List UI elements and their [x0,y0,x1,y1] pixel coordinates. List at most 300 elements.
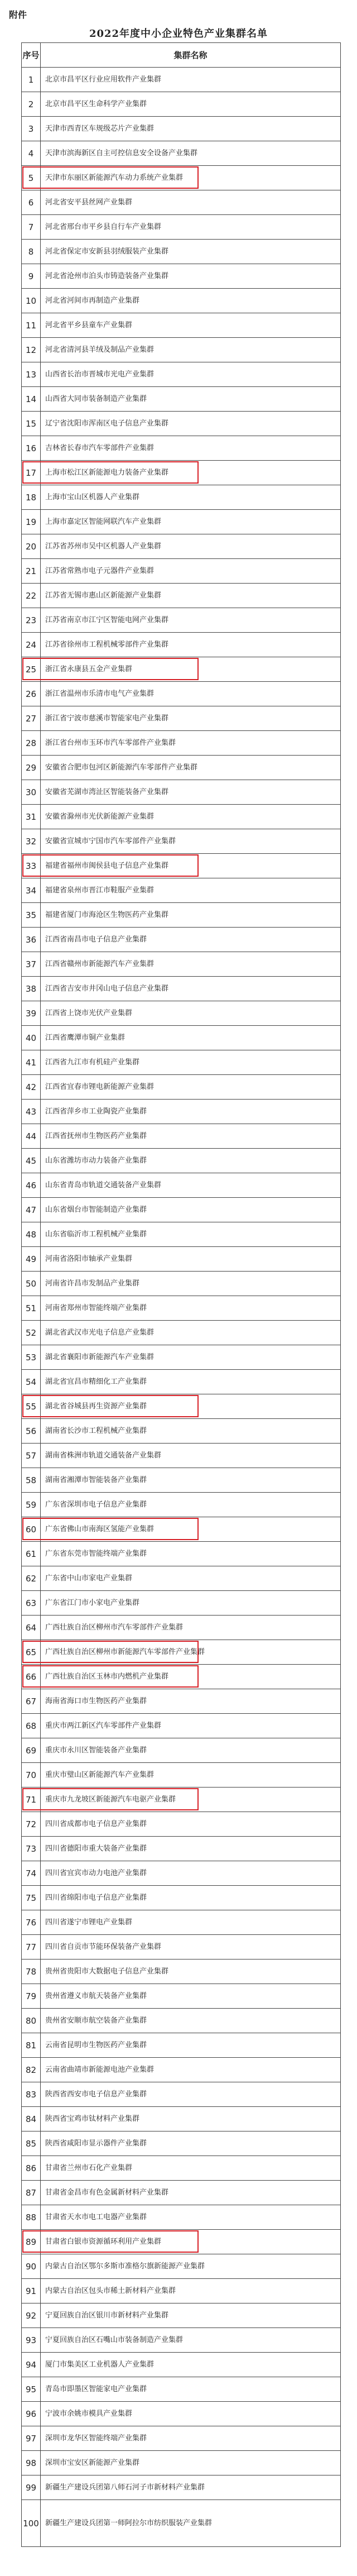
table-row [22,1247,341,1272]
table-row [22,1370,341,1394]
table-header-row [22,43,341,68]
table-row [22,2451,341,2475]
table-row [22,559,341,584]
row-cluster-name: 湖南省湘潭市智能装备产业集群 [41,1468,341,1492]
table-row [22,1026,341,1050]
table-row [22,534,341,559]
row-cluster-name: 吉林省长春市汽车零部件产业集群 [41,436,341,460]
row-number: 85 [22,2131,41,2156]
table-row [22,1345,341,1370]
row-number: 10 [22,289,41,313]
row-number: 44 [22,1124,41,1148]
table-row [22,2033,341,2058]
row-number: 45 [22,1149,41,1173]
row-number: 35 [22,903,41,927]
table-row [22,1616,341,1640]
row-cluster-name: 山西省长治市晋城市光电产业集群 [41,362,341,386]
row-number: 56 [22,1419,41,1443]
table-row [22,584,341,608]
row-cluster-name: 天津市滨海新区自主可控信息安全设备产业集群 [41,141,341,165]
row-number: 92 [22,2303,41,2328]
row-cluster-name: 陕西省西安市电子信息产业集群 [41,2082,341,2106]
row-cluster-name: 浙江省台州市玉环市汽车零部件产业集群 [41,731,341,755]
row-number: 40 [22,1026,41,1050]
table-row [22,92,341,117]
table-row [22,878,341,903]
table-row [22,1272,341,1296]
row-number: 93 [22,2328,41,2352]
row-number: 98 [22,2451,41,2475]
table-row [22,1935,341,1960]
row-number: 38 [22,977,41,1001]
row-cluster-name: 贵州省贵阳市大数据电子信息产业集群 [41,1960,341,1984]
table-row [22,2181,341,2205]
table-row [22,2475,341,2500]
row-number: 89 [22,2230,41,2254]
row-number: 55 [22,1394,41,1418]
table-row [22,1493,341,1517]
row-number: 61 [22,1542,41,1566]
row-cluster-name: 江苏省南京市江宁区智能电网产业集群 [41,608,341,632]
table-row [22,2402,341,2426]
row-number: 83 [22,2082,41,2106]
row-number: 49 [22,1247,41,1271]
row-cluster-name: 福建省厦门市海沧区生物医药产业集群 [41,903,341,927]
row-number: 67 [22,1689,41,1713]
row-cluster-name: 四川省遂宁市锂电产业集群 [41,1910,341,1934]
row-number: 86 [22,2156,41,2180]
row-number: 53 [22,1345,41,1369]
row-cluster-name: 江西省赣州市新能源汽车产业集群 [41,952,341,976]
row-cluster-name: 山东省潍坊市动力装备产业集群 [41,1149,341,1173]
table-row [22,1763,341,1788]
table-row [22,1984,341,2009]
row-cluster-name: 重庆市璧山区新能源汽车产业集群 [41,1763,341,1787]
table-row [22,461,341,485]
row-cluster-name: 江西省上饶市光伏产业集群 [41,1001,341,1025]
row-cluster-name: 辽宁省沈阳市浑南区电子信息产业集群 [41,412,341,436]
table-row [22,2058,341,2082]
table-row [22,313,341,338]
row-cluster-name: 宁夏回族自治区银川市新材料产业集群 [41,2303,341,2328]
row-number: 41 [22,1050,41,1074]
row-cluster-name: 上海市宝山区机器人产业集群 [41,485,341,509]
row-number: 88 [22,2205,41,2229]
row-cluster-name: 湖北省襄阳市新能源汽车产业集群 [41,1345,341,1369]
row-cluster-name: 北京市昌平区生命科学产业集群 [41,92,341,116]
row-number: 79 [22,1984,41,2008]
row-number: 96 [22,2402,41,2426]
row-number: 91 [22,2279,41,2303]
row-number: 51 [22,1296,41,1320]
table-row [22,436,341,461]
table-row [22,485,341,510]
row-number: 26 [22,682,41,706]
table-row [22,805,341,829]
row-number: 57 [22,1444,41,1468]
cluster-table [21,42,341,2547]
row-cluster-name: 新疆生产建设兵团第一师阿拉尔市纺织服装产业集群 [41,2500,341,2546]
row-cluster-name: 安徽省滁州市光伏新能源产业集群 [41,805,341,829]
table-row [22,1861,341,1886]
row-cluster-name: 浙江省永康县五金产业集群 [41,657,341,681]
row-cluster-name: 四川省宜宾市动力电池产业集群 [41,1861,341,1885]
row-cluster-name: 宁夏回族自治区石嘴山市装备制造产业集群 [41,2328,341,2352]
table-row [22,264,341,289]
row-cluster-name: 陕西省咸阳市显示器件产业集群 [41,2131,341,2156]
row-number: 69 [22,1738,41,1762]
row-cluster-name: 江西省鹰潭市铜产业集群 [41,1026,341,1050]
row-cluster-name: 四川省成都市电子信息产业集群 [41,1812,341,1836]
table-row [22,289,341,313]
row-cluster-name: 江西省吉安市井冈山电子信息产业集群 [41,977,341,1001]
table-row [22,1198,341,1222]
row-cluster-name: 江苏省苏州市吴中区机器人产业集群 [41,534,341,558]
row-cluster-name: 山东省临沂市工程机械产业集群 [41,1222,341,1246]
row-number: 22 [22,584,41,608]
row-number: 76 [22,1910,41,1934]
row-cluster-name: 江西省萍乡市工业陶瓷产业集群 [41,1100,341,1124]
table-row [22,1419,341,1444]
row-number: 42 [22,1075,41,1099]
table-row [22,2131,341,2156]
row-cluster-name: 厦门市集美区工业机器人产业集群 [41,2353,341,2377]
row-cluster-name: 青岛市即墨区智能家电产业集群 [41,2377,341,2401]
row-cluster-name: 浙江省温州市乐清市电气产业集群 [41,682,341,706]
table-row [22,2426,341,2451]
row-number: 20 [22,534,41,558]
table-row [22,657,341,682]
row-number: 17 [22,461,41,485]
row-cluster-name: 河南省郑州市智能终端产业集群 [41,1296,341,1320]
table-row [22,977,341,1001]
row-number: 82 [22,2058,41,2082]
row-cluster-name: 广东省东莞市智能终端产业集群 [41,1542,341,1566]
row-number: 75 [22,1886,41,1910]
row-cluster-name: 河南省洛阳市轴承产业集群 [41,1247,341,1271]
row-cluster-name: 四川省自贡市节能环保装备产业集群 [41,1935,341,1959]
row-number: 29 [22,756,41,780]
row-number: 7 [22,215,41,239]
table-row [22,1149,341,1173]
row-cluster-name: 江苏省无锡市惠山区新能源产业集群 [41,584,341,608]
row-cluster-name: 江西省南昌市电子信息产业集群 [41,928,341,952]
row-cluster-name: 河北省邢台市平乡县自行车产业集群 [41,215,341,239]
row-number: 52 [22,1321,41,1345]
row-number: 68 [22,1714,41,1738]
table-row [22,1050,341,1075]
table-row [22,1394,341,1419]
row-number: 33 [22,854,41,878]
row-number: 12 [22,338,41,362]
row-number: 1 [22,68,41,92]
row-cluster-name: 湖北省谷城县再生资源产业集群 [41,1394,341,1418]
table-row [22,1100,341,1124]
row-number: 65 [22,1640,41,1664]
table-row [22,706,341,731]
table-row [22,1296,341,1321]
row-cluster-name: 江西省九江市有机硅产业集群 [41,1050,341,1074]
table-row [22,633,341,657]
row-number: 24 [22,633,41,657]
table-row [22,362,341,387]
table-row [22,2353,341,2377]
page-title: 2022年度中小企业特色产业集群名单 [89,28,268,40]
row-cluster-name: 内蒙古自治区鄂尔多斯市准格尔旗新能源产业集群 [41,2254,341,2278]
row-number: 60 [22,1517,41,1541]
table-row [22,215,341,240]
row-number: 36 [22,928,41,952]
table-row [22,1321,341,1345]
row-cluster-name: 福建省泉州市晋江市鞋服产业集群 [41,878,341,902]
row-number: 72 [22,1812,41,1836]
table-row [22,1714,341,1738]
row-number: 90 [22,2254,41,2278]
row-number: 94 [22,2353,41,2377]
row-number: 8 [22,240,41,264]
row-cluster-name: 甘肃省天水市电工电器产业集群 [41,2205,341,2229]
row-number: 97 [22,2426,41,2450]
row-number: 13 [22,362,41,386]
row-number: 87 [22,2181,41,2205]
row-cluster-name: 江苏省徐州市工程机械零部件产业集群 [41,633,341,657]
row-cluster-name: 重庆市九龙坡区新能源汽车电驱产业集群 [41,1788,341,1812]
row-number: 16 [22,436,41,460]
row-cluster-name: 深圳市龙华区智能终端产业集群 [41,2426,341,2450]
row-cluster-name: 福建省福州市闽侯县电子信息产业集群 [41,854,341,878]
row-number: 77 [22,1935,41,1959]
row-cluster-name: 新疆生产建设兵团第八师石河子市新材料产业集群 [41,2475,341,2499]
table-row [22,1124,341,1149]
row-cluster-name: 广东省中山市家电产业集群 [41,1566,341,1590]
table-row [22,2303,341,2328]
row-number: 66 [22,1665,41,1689]
table-row [22,608,341,633]
table-row [22,1788,341,1812]
row-number: 78 [22,1960,41,1984]
table-row [22,240,341,264]
row-cluster-name: 安徽省合肥市包河区新能源汽车零部件产业集群 [41,756,341,780]
row-cluster-name: 河北省清河县羊绒及制品产业集群 [41,338,341,362]
row-cluster-name: 安徽省芜湖市湾沚区智能装备产业集群 [41,780,341,804]
row-number: 21 [22,559,41,583]
row-number: 74 [22,1861,41,1885]
table-row [22,1640,341,1665]
row-cluster-name: 浙江省宁波市慈溪市智能家电产业集群 [41,706,341,730]
table-row [22,1886,341,1910]
row-cluster-name: 河北省安平县丝网产业集群 [41,190,341,214]
row-number: 73 [22,1837,41,1861]
row-number: 30 [22,780,41,804]
header-number: 序号 [22,43,41,67]
row-cluster-name: 山东省烟台市智能制造产业集群 [41,1198,341,1222]
row-cluster-name: 河北省保定市安新县羽绒服装产业集群 [41,240,341,264]
table-row [22,68,341,92]
table-row [22,952,341,977]
row-cluster-name: 北京市昌平区行业应用软件产业集群 [41,68,341,92]
row-cluster-name: 安徽省宣城市宁国市汽车零部件产业集群 [41,829,341,853]
row-cluster-name: 甘肃省金昌市有色金属新材料产业集群 [41,2181,341,2205]
row-number: 50 [22,1272,41,1296]
row-number: 2 [22,92,41,116]
row-number: 62 [22,1566,41,1590]
table-row [22,141,341,166]
row-cluster-name: 甘肃省兰州市石化产业集群 [41,2156,341,2180]
row-number: 64 [22,1616,41,1640]
row-number: 71 [22,1788,41,1812]
table-row [22,2279,341,2303]
row-cluster-name: 四川省绵阳市电子信息产业集群 [41,1886,341,1910]
table-row [22,1542,341,1566]
row-number: 6 [22,190,41,214]
table-row [22,928,341,952]
row-number: 19 [22,510,41,534]
row-number: 18 [22,485,41,509]
row-cluster-name: 天津市东丽区新能源汽车动力系统产业集群 [41,166,341,190]
row-number: 39 [22,1001,41,1025]
row-cluster-name: 广西壮族自治区柳州市新能源汽车零部件产业集群 [41,1640,341,1664]
row-cluster-name: 陕西省宝鸡市钛材料产业集群 [41,2107,341,2131]
table-row [22,2009,341,2033]
row-cluster-name: 湖北省宜昌市精细化工产业集群 [41,1370,341,1394]
row-number: 15 [22,412,41,436]
table-row [22,510,341,534]
table-row [22,756,341,780]
row-number: 11 [22,313,41,337]
row-number: 9 [22,264,41,288]
table-row [22,2328,341,2353]
table-row [22,854,341,878]
table-row [22,2082,341,2107]
table-row [22,2500,341,2547]
row-cluster-name: 天津市西青区车规级芯片产业集群 [41,117,341,141]
row-number: 4 [22,141,41,165]
table-row [22,338,341,362]
row-number: 59 [22,1493,41,1517]
table-row [22,1173,341,1198]
table-row [22,2205,341,2230]
row-cluster-name: 河北省平乡县童车产业集群 [41,313,341,337]
attachment-label: 附件 [9,9,27,20]
table-row [22,2156,341,2181]
row-number: 27 [22,706,41,730]
row-cluster-name: 河北省河间市再制造产业集群 [41,289,341,313]
row-cluster-name: 湖南省株洲市轨道交通装备产业集群 [41,1444,341,1468]
table-row [22,780,341,805]
row-number: 80 [22,2009,41,2033]
row-number: 3 [22,117,41,141]
row-cluster-name: 云南省曲靖市新能源电池产业集群 [41,2058,341,2082]
row-cluster-name: 上海市嘉定区智能网联汽车产业集群 [41,510,341,534]
row-cluster-name: 江西省抚州市生物医药产业集群 [41,1124,341,1148]
table-row [22,1960,341,1984]
row-cluster-name: 山东省青岛市轨道交通装备产业集群 [41,1173,341,1197]
row-number: 28 [22,731,41,755]
header-cluster-name: 集群名称 [41,43,341,67]
row-number: 81 [22,2033,41,2057]
row-number: 47 [22,1198,41,1222]
row-number: 63 [22,1591,41,1615]
row-number: 14 [22,387,41,411]
row-cluster-name: 河南省许昌市发制品产业集群 [41,1272,341,1296]
table-row [22,1001,341,1026]
row-number: 37 [22,952,41,976]
table-row [22,1591,341,1616]
table-row [22,412,341,436]
table-row [22,1910,341,1935]
table-row [22,731,341,756]
row-number: 95 [22,2377,41,2401]
row-number: 32 [22,829,41,853]
row-number: 34 [22,878,41,902]
row-number: 70 [22,1763,41,1787]
table-row [22,1566,341,1591]
table-row [22,682,341,706]
table-row [22,1468,341,1493]
row-cluster-name: 广东省深圳市电子信息产业集群 [41,1493,341,1517]
row-number: 99 [22,2475,41,2499]
row-number: 84 [22,2107,41,2131]
row-number: 46 [22,1173,41,1197]
row-cluster-name: 四川省德阳市重大装备产业集群 [41,1837,341,1861]
table-row [22,1689,341,1714]
row-number: 31 [22,805,41,829]
table-row [22,1222,341,1247]
row-cluster-name: 江苏省常熟市电子元器件产业集群 [41,559,341,583]
table-row [22,2377,341,2402]
row-cluster-name: 贵州省安顺市航空装备产业集群 [41,2009,341,2033]
row-number: 100 [22,2500,41,2546]
table-row [22,1517,341,1542]
table-row [22,1837,341,1861]
row-cluster-name: 广西壮族自治区柳州市汽车零部件产业集群 [41,1616,341,1640]
table-row [22,1075,341,1100]
table-row [22,1665,341,1689]
row-cluster-name: 广东省江门市小家电产业集群 [41,1591,341,1615]
table-row [22,2107,341,2131]
row-number: 23 [22,608,41,632]
row-cluster-name: 甘肃省白银市资源循环利用产业集群 [41,2230,341,2254]
table-row [22,1738,341,1763]
row-cluster-name: 重庆市永川区智能装备产业集群 [41,1738,341,1762]
row-cluster-name: 湖北省武汉市光电子信息产业集群 [41,1321,341,1345]
row-number: 25 [22,657,41,681]
table-row [22,829,341,854]
table-row [22,903,341,928]
row-cluster-name: 贵州省遵义市航天装备产业集群 [41,1984,341,2008]
row-cluster-name: 山西省大同市装备制造产业集群 [41,387,341,411]
table-row [22,166,341,190]
row-cluster-name: 深圳市宝安区新能源产业集群 [41,2451,341,2475]
row-cluster-name: 广东省佛山市南海区氢能产业集群 [41,1517,341,1541]
row-cluster-name: 宁波市余姚市模具产业集群 [41,2402,341,2426]
row-cluster-name: 海南省海口市生物医药产业集群 [41,1689,341,1713]
row-cluster-name: 重庆市两江新区汽车零部件产业集群 [41,1714,341,1738]
row-cluster-name: 广西壮族自治区玉林市内燃机产业集群 [41,1665,341,1689]
row-number: 43 [22,1100,41,1124]
row-cluster-name: 云南省昆明市生物医药产业集群 [41,2033,341,2057]
table-row [22,2230,341,2254]
table-row [22,1812,341,1837]
row-number: 5 [22,166,41,190]
table-row [22,190,341,215]
row-cluster-name: 江西省宜春市锂电新能源产业集群 [41,1075,341,1099]
table-row [22,117,341,141]
row-number: 58 [22,1468,41,1492]
row-cluster-name: 河北省沧州市泊头市铸造装备产业集群 [41,264,341,288]
row-cluster-name: 湖南省长沙市工程机械产业集群 [41,1419,341,1443]
table-row [22,2254,341,2279]
